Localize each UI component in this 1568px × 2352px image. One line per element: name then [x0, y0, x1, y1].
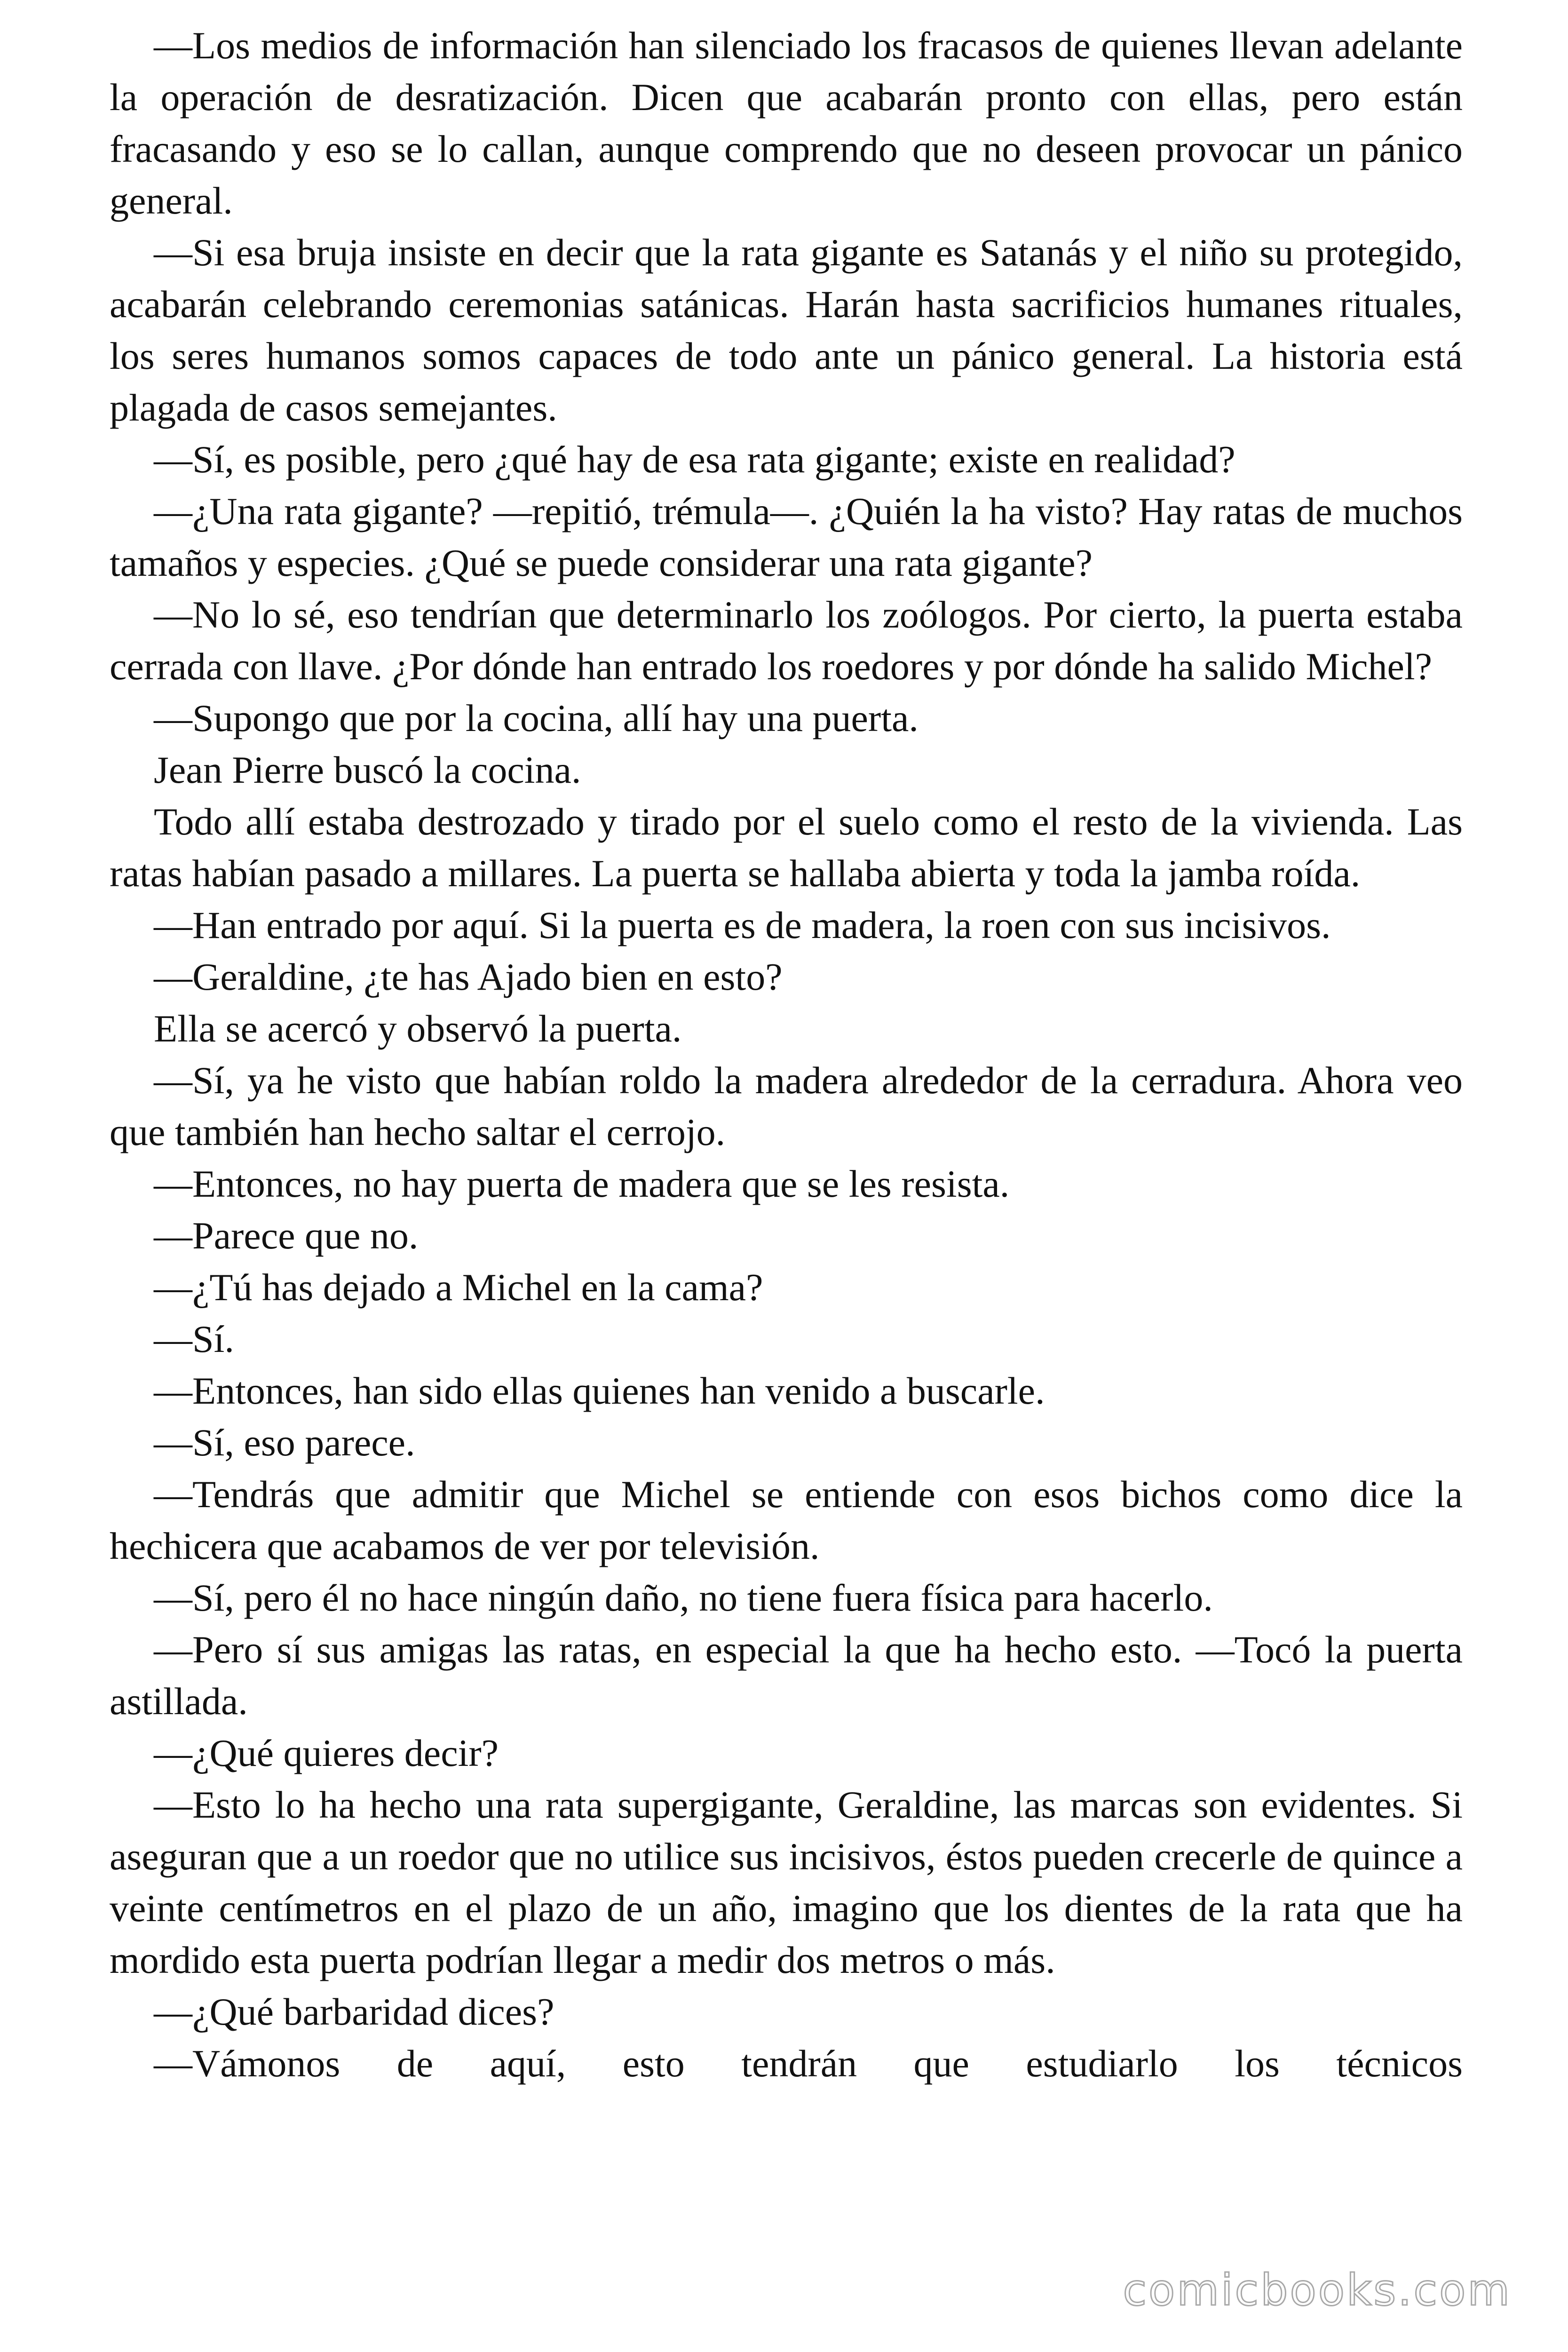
paragraph: —Si esa bruja insiste en decir que la rata gigante es Satanás y el niño su protegido, acabarán celebrando ceremonias satánicas. Harán hasta sacrificios humanes rituales, los seres humanos somos capaces de todo ante un pánico general. La historia está plagada de casos semejantes.: [110, 231, 1463, 429]
paragraph: —Sí, eso parece.: [154, 1421, 415, 1464]
paragraph: —Han entrado por aquí. Si la puerta es de madera, la roen con sus incisivos.: [154, 904, 1331, 946]
paragraph: —Supongo que por la cocina, allí hay una puerta.: [154, 697, 919, 739]
paragraph: Jean Pierre buscó la cocina.: [154, 748, 581, 791]
body-text: [110, 20, 1463, 2090]
paragraph: —No lo sé, eso tendrían que determinarlo los zoólogos. Por cierto, la puerta estaba cerrada con llave. ¿Por dónde han entrado los roedores y por dónde ha salido Michel?: [110, 593, 1463, 688]
paragraph: —Sí, pero él no hace ningún daño, no tiene fuera física para hacerlo.: [154, 1576, 1213, 1619]
paragraph: Todo allí estaba destrozado y tirado por el suelo como el resto de la vivienda. Las ratas habían pasado a millares. La puerta se hallaba abierta y toda la jamba roída.: [110, 800, 1463, 895]
paragraph: —Pero sí sus amigas las ratas, en especial la que ha hecho esto. —Tocó la puerta astillada.: [110, 1628, 1463, 1723]
paragraph: —Los medios de información han silenciado los fracasos de quienes llevan adelante la operación de desratización. Dicen que acabarán pronto con ellas, pero están fracasando y eso se lo callan, aunque comprendo que no deseen provocar un pánico general.: [110, 24, 1463, 222]
paragraph: —¿Tú has dejado a Michel en la cama?: [154, 1266, 763, 1309]
watermark: comicbooks.com: [1123, 2265, 1512, 2315]
paragraph: —Sí, es posible, pero ¿qué hay de esa rata gigante; existe en realidad?: [154, 438, 1235, 481]
paragraph: —Sí.: [154, 1318, 234, 1360]
paragraph: —Parece que no.: [154, 1214, 419, 1257]
paragraph: —¿Qué quieres decir?: [154, 1732, 499, 1774]
paragraph: —Vámonos de aquí, esto tendrán que estudiarlo los técnicos: [154, 2042, 1463, 2085]
paragraph: —Esto lo ha hecho una rata supergigante, Geraldine, las marcas son evidentes. Si aseguran que a un roedor que no utilice sus incisivos, éstos pueden crecerle de quince a veinte centímetros en el plazo de un año, imagino que los dientes de la rata que ha mordido esta puerta podrían llegar a medir dos metros o más.: [110, 1783, 1463, 1981]
paragraph: —Entonces, han sido ellas quienes han venido a buscarle.: [154, 1369, 1045, 1412]
paragraph: —¿Una rata gigante? —repitió, trémula—. ¿Quién la ha visto? Hay ratas de muchos tamaños y especies. ¿Qué se puede considerar una rata gigante?: [110, 490, 1463, 584]
paragraph: —Tendrás que admitir que Michel se entiende con esos bichos como dice la hechicera que acabamos de ver por televisión.: [110, 1473, 1463, 1567]
paragraph: —Geraldine, ¿te has Ajado bien en esto?: [154, 955, 783, 998]
paragraph: —Sí, ya he visto que habían roldo la madera alrededor de la cerradura. Ahora veo que también han hecho saltar el cerrojo.: [110, 1059, 1463, 1153]
paragraph: —Entonces, no hay puerta de madera que se les resista.: [154, 1162, 1010, 1205]
paragraph: —¿Qué barbaridad dices?: [154, 1990, 554, 2033]
paragraph: Ella se acercó y observó la puerta.: [154, 1007, 682, 1050]
